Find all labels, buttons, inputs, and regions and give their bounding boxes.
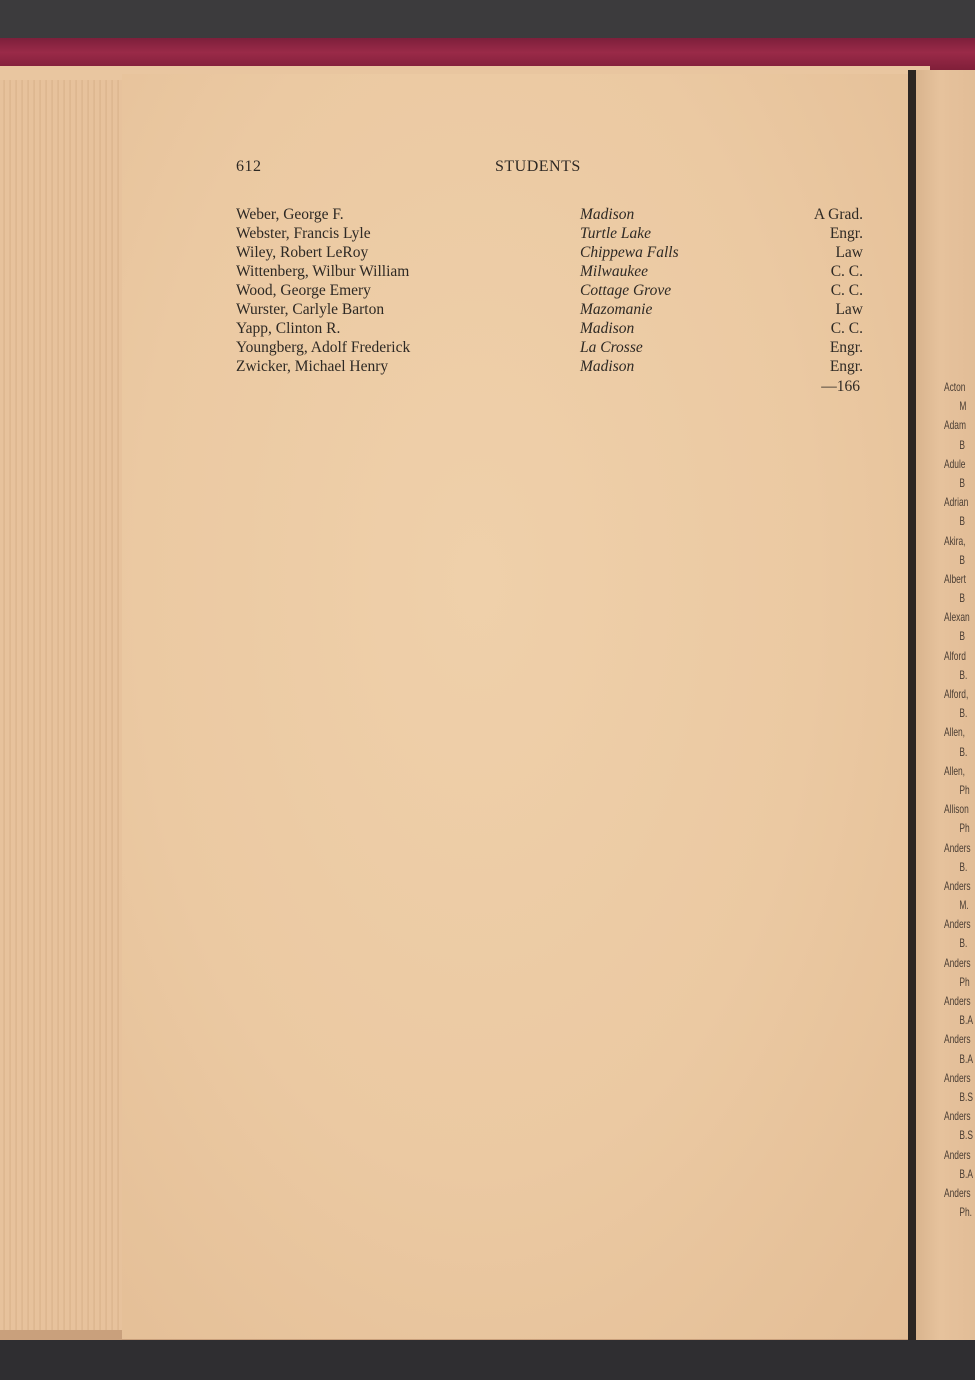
running-head: STUDENTS [495, 158, 581, 175]
facing-page-fragment: B.A [959, 1051, 973, 1066]
student-course: Law [835, 301, 863, 318]
facing-page-fragment: B. [959, 936, 968, 951]
student-course: C. C. [830, 320, 863, 337]
student-city: Milwaukee [580, 263, 649, 280]
facing-page-fragment: Anders [944, 917, 971, 932]
total-count: —166 [821, 378, 860, 395]
student-course: Engr. [829, 358, 863, 375]
facing-page-fragment: Anders [944, 955, 971, 970]
facing-page-fragment: Akira, [944, 533, 966, 548]
facing-page-fragment: Anders [944, 1070, 971, 1085]
student-city: Madison [580, 320, 635, 337]
facing-page-fragment: B.A [959, 1166, 973, 1181]
facing-page-fragment: Ph [959, 821, 970, 836]
facing-page-fragment: Ph [959, 782, 970, 797]
student-entry [0, 206, 975, 225]
facing-page-fragment: M. [959, 898, 969, 913]
student-entry [0, 301, 975, 320]
facing-page-fragment: B.S [959, 1128, 973, 1143]
student-entry [0, 358, 975, 377]
student-entry [0, 320, 975, 339]
student-city: Madison [580, 358, 635, 375]
facing-page-fragment: Anders [944, 1032, 971, 1047]
facing-page-fragment: Alexan [944, 610, 970, 625]
student-course: Law [835, 244, 863, 261]
facing-page-fragment: Allison [944, 802, 969, 817]
facing-page-fragment: B.A [959, 1013, 973, 1028]
student-course: Engr. [829, 339, 863, 356]
student-city: Madison [580, 206, 635, 223]
student-entry [0, 339, 975, 358]
facing-page-fragment: B [959, 437, 966, 452]
facing-page-fragment: B [959, 475, 966, 490]
facing-page-fragment: Anders [944, 1185, 971, 1200]
facing-page-fragment: B.S [959, 1089, 973, 1104]
facing-page-fragment: B. [959, 667, 968, 682]
facing-page-fragment: B [959, 514, 966, 529]
facing-page-fragment: M [959, 399, 967, 414]
facing-page-fragment: Adrian [944, 495, 969, 510]
student-entry [0, 225, 975, 244]
page-number: 612 [236, 158, 262, 175]
student-entry [0, 244, 975, 263]
student-course: Engr. [829, 225, 863, 242]
student-entry [0, 263, 975, 282]
facing-page-fragment: Anders [944, 878, 971, 893]
student-name: Wittenberg, Wilbur William [236, 263, 410, 280]
facing-page-fragment: Allen, [944, 763, 966, 778]
student-list [0, 206, 975, 377]
facing-page-fragment: Albert [944, 571, 966, 586]
facing-page-fragment: B. [959, 706, 968, 721]
student-name: Webster, Francis Lyle [236, 225, 371, 242]
facing-page-fragment: Alford [944, 648, 966, 663]
facing-page-fragment: Anders [944, 994, 971, 1008]
student-entry [0, 282, 975, 301]
facing-page-fragment: B [959, 591, 966, 606]
student-name: Wiley, Robert LeRoy [236, 244, 369, 261]
student-city: Turtle Lake [580, 225, 652, 242]
facing-page-fragment: Ph [959, 974, 970, 989]
student-course: C. C. [830, 263, 863, 280]
facing-page-text [944, 378, 972, 1222]
facing-page-fragment: Anders [944, 1147, 971, 1162]
facing-page-fragment: Anders [944, 1109, 971, 1124]
facing-page-fragment: Anders [944, 840, 971, 855]
facing-page-fragment: Ph. [959, 1205, 973, 1220]
student-city: Cottage Grove [580, 282, 672, 299]
student-name: Youngberg, Adolf Frederick [236, 339, 411, 356]
facing-page-fragment: Adam [944, 418, 966, 433]
facing-page-fragment: Adule [944, 456, 966, 471]
facing-page-fragment: B. [959, 859, 968, 874]
facing-page-fragment: Acton [944, 380, 966, 394]
facing-page-fragment: Allen, [944, 725, 966, 740]
student-course: C. C. [830, 282, 863, 299]
student-city: Chippewa Falls [580, 244, 679, 261]
student-city: La Crosse [580, 339, 643, 356]
facing-page-fragment: B. [959, 744, 968, 759]
background-top [0, 0, 975, 40]
student-name: Wurster, Carlyle Barton [236, 301, 385, 318]
student-name: Zwicker, Michael Henry [236, 358, 389, 375]
background-bottom [0, 1340, 975, 1380]
student-name: Wood, George Emery [236, 282, 371, 299]
facing-page-fragment: Alford, [944, 687, 969, 701]
student-city: Mazomanie [580, 301, 653, 318]
facing-page-fragment: B [959, 629, 966, 644]
student-name: Yapp, Clinton R. [236, 320, 341, 337]
facing-page-fragment: B [959, 552, 966, 567]
student-name: Weber, George F. [236, 206, 344, 223]
student-course: A Grad. [813, 206, 863, 223]
